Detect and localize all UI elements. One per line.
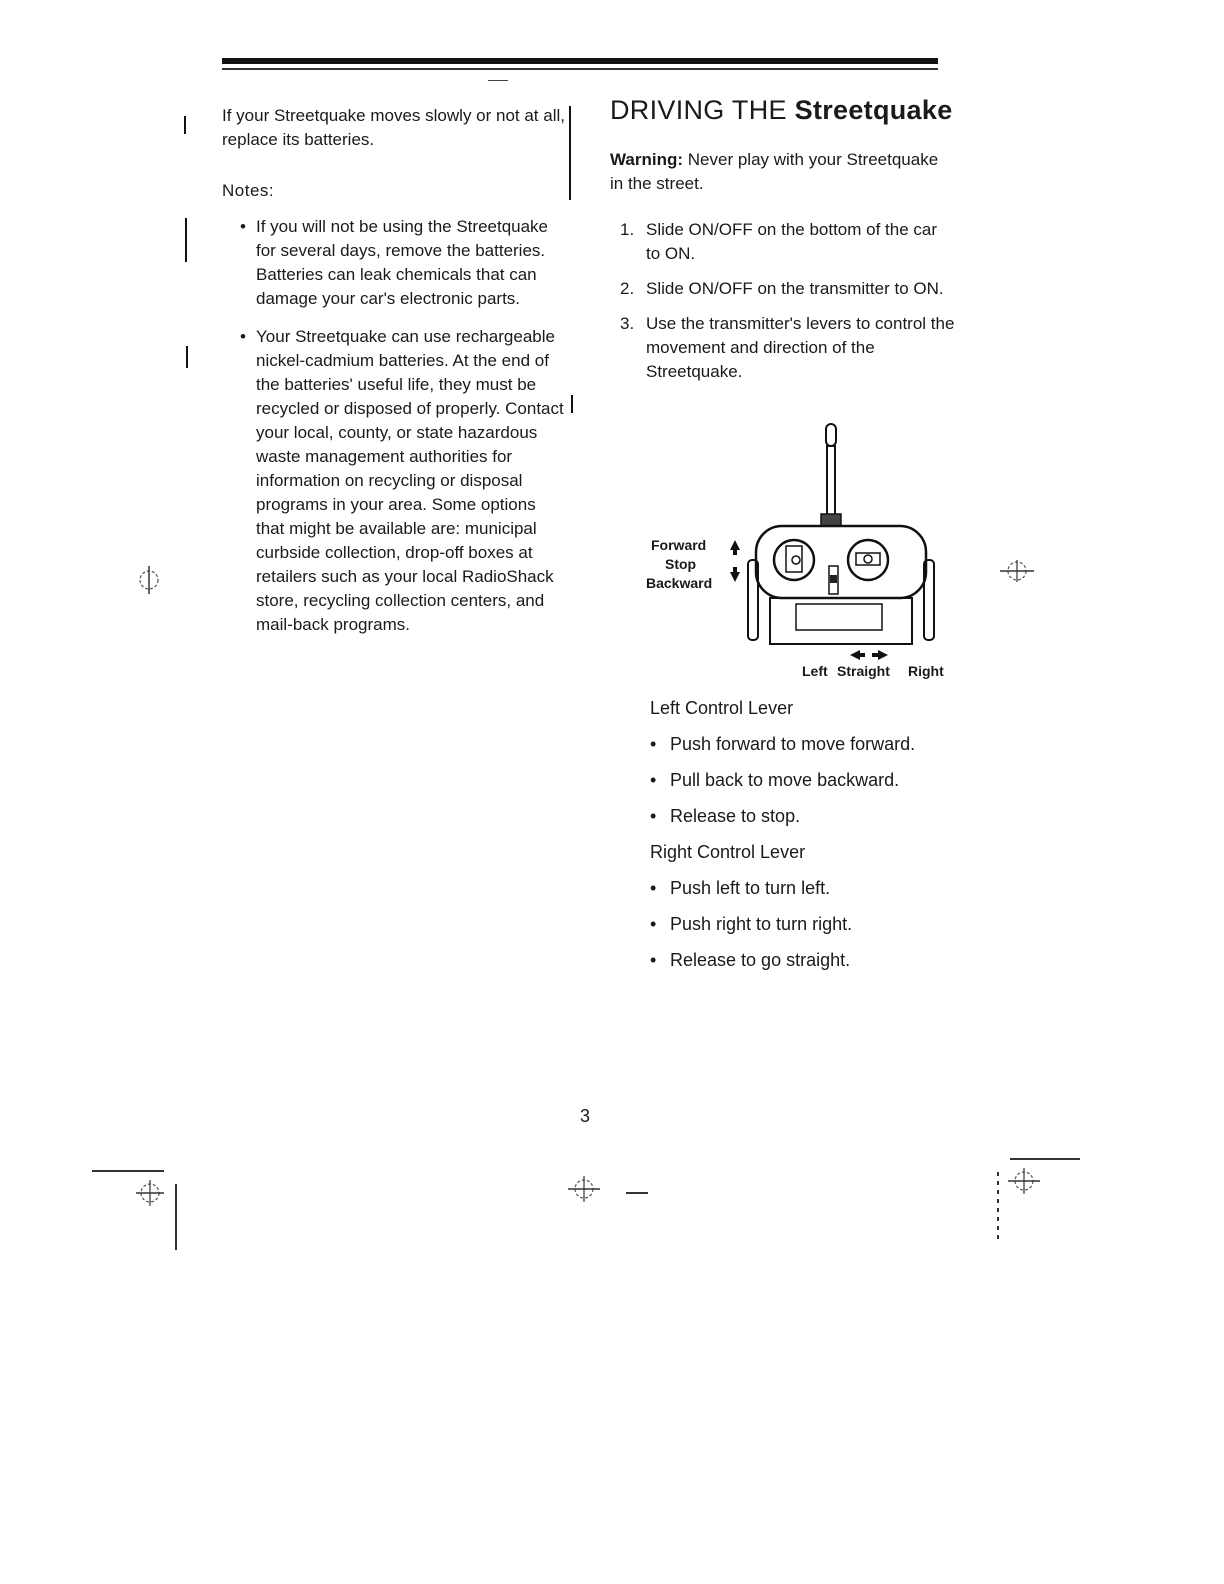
left-lever-list <box>650 732 970 828</box>
step-2 <box>610 277 955 301</box>
steps-list <box>610 218 955 384</box>
step-number: 1. <box>620 220 635 239</box>
notes-list <box>222 215 567 637</box>
control-lever-section <box>650 696 970 984</box>
step-text: Slide ON/OFF on the bottom of the car to ON. <box>646 220 938 263</box>
change-bar-left-1 <box>184 116 186 134</box>
label-right: Right <box>908 663 944 679</box>
right-lever-item: • Push left to turn left. <box>650 876 970 900</box>
registration-mark-right-icon <box>998 556 1036 586</box>
crop-mark-bottom-right-v <box>997 1172 999 1244</box>
left-lever-item: • Push forward to move forward. <box>650 732 970 756</box>
short-mark <box>488 80 508 81</box>
step-number: 3. <box>620 314 635 333</box>
left-lever-item: • Release to stop. <box>650 804 970 828</box>
top-rule-thick <box>222 58 938 64</box>
title-prefix: DRIVING THE <box>610 95 787 125</box>
step-3 <box>610 312 955 384</box>
crop-mark-bottom-left-v <box>175 1184 177 1250</box>
step-text: Slide ON/OFF on the transmitter to ON. <box>646 279 944 298</box>
note-item-2: • Your Streetquake can use rechargeable nickel-cadmium batteries. At the end of the batteries' useful life, they must be recycled or disposed of properly. Contact your local, county, or state hazardous waste management authorities for information on recycling or disposal programs in your area. Some options that might be available are: municipal curbside collection, drop-off boxes at retailers such as your local RadioShack store, recycling collection centers, and mail-back programs. <box>222 325 567 637</box>
right-lever-list <box>650 876 970 972</box>
registration-mark-bottom-left-icon <box>134 1176 166 1210</box>
registration-mark-bottom-center-icon <box>566 1172 602 1206</box>
step-1 <box>610 218 955 266</box>
step-number: 2. <box>620 279 635 298</box>
top-rule-thin <box>222 68 938 70</box>
warning-paragraph <box>610 148 955 196</box>
right-column <box>610 94 955 395</box>
crop-mark-bottom-left-h <box>92 1170 164 1172</box>
label-stop: Stop <box>665 556 697 572</box>
page-number: 3 <box>580 1106 591 1126</box>
change-bar-left-2 <box>185 218 187 262</box>
registration-mark-bottom-right-icon <box>1006 1164 1042 1198</box>
right-lever-item: • Push right to turn right. <box>650 912 970 936</box>
section-title <box>610 94 955 126</box>
label-left: Left <box>802 663 828 679</box>
battery-paragraph: If your Streetquake moves slowly or not at all, replace its batteries. <box>222 106 565 149</box>
right-lever-item: • Release to go straight. <box>650 948 970 972</box>
crop-mark-bottom-right-h <box>1010 1158 1080 1160</box>
note-item-1: • If you will not be using the Streetquake for several days, remove the batteries. Batteries can leak chemicals that can damage your car's electronic parts. <box>222 215 567 311</box>
change-bar-center <box>569 106 571 200</box>
left-lever-heading: Left Control Lever <box>650 698 794 718</box>
change-bar-left-3 <box>186 346 188 368</box>
title-product-name: Streetquake <box>794 95 953 125</box>
warning-text: Never play with your Streetquake in the street. <box>610 150 939 193</box>
notes-label: Notes: <box>222 181 275 200</box>
crop-mark-bottom-center-dash <box>626 1192 648 1194</box>
label-forward: Forward <box>651 537 707 553</box>
label-backward: Backward <box>646 575 713 591</box>
left-column <box>222 104 567 651</box>
warning-label: Warning: <box>610 150 684 169</box>
change-bar-inline <box>571 395 573 413</box>
label-straight: Straight <box>837 663 890 679</box>
left-lever-item: • Pull back to move backward. <box>650 768 970 792</box>
right-lever-heading: Right Control Lever <box>650 842 806 862</box>
transmitter-diagram <box>640 420 960 685</box>
step-text: Use the transmitter's levers to control the movement and direction of the Streetquake. <box>646 314 955 381</box>
registration-mark-left-icon <box>136 564 162 596</box>
